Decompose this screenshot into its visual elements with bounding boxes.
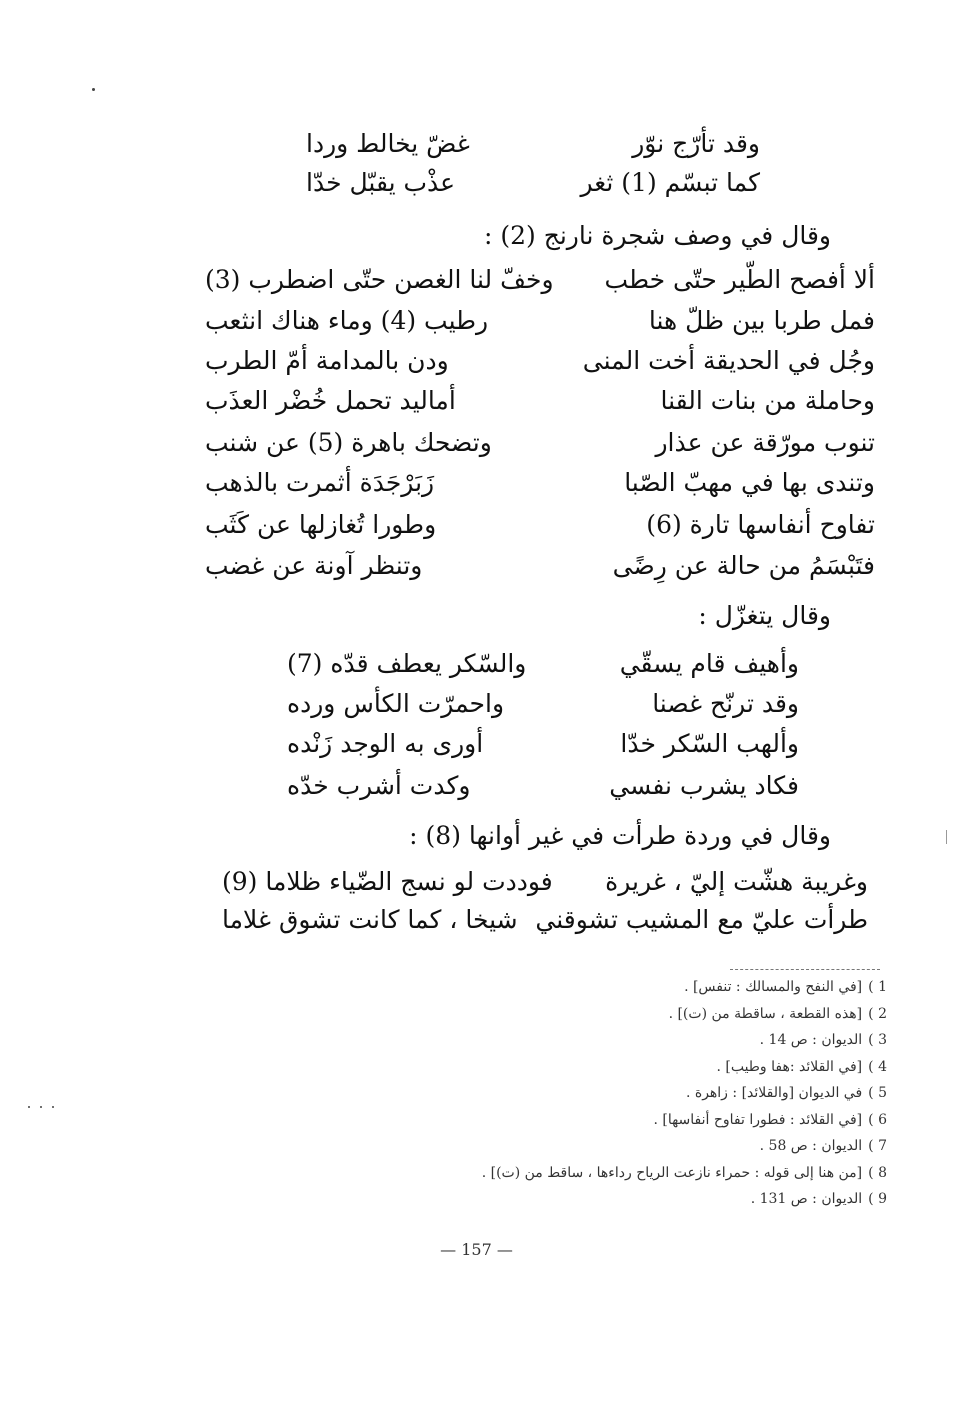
footnote-text: [في القلائد : فطورا تفاوح أنفاسها] . <box>653 1111 863 1128</box>
first-hemistich: طرأت عليّ مع المشيب تشوقني <box>535 905 868 934</box>
footnote-text: [هذه القطعة ، ساقطة من (ت)] . <box>668 1005 863 1022</box>
footnote-number: 3 ) <box>868 1032 887 1048</box>
footnote <box>327 974 887 1001</box>
verse-line <box>222 864 868 900</box>
scan-dot <box>28 1106 30 1108</box>
footnote-number: 2 ) <box>868 1005 887 1022</box>
first-hemistich: وأهيف قام يسقّي <box>619 649 799 678</box>
verse-line <box>306 165 760 201</box>
second-hemistich: رطيب (4) وماء هناك انثعب <box>205 306 489 335</box>
second-hemistich: زَبَرْجَدَة أثمرت بالذهب <box>205 468 435 497</box>
verse-line <box>205 507 875 543</box>
second-hemistich: وطورا تُغازلها عن كَثَب <box>205 510 437 539</box>
footnote-number: 6 ) <box>868 1111 887 1128</box>
footnote <box>327 1133 887 1160</box>
footnote-number: 5 ) <box>868 1085 887 1101</box>
first-hemistich: وألهب السّكر خدّا <box>620 729 799 758</box>
footnote-text: [في القلائد :هفا وطيب] . <box>716 1058 863 1075</box>
footnote-number: 9 ) <box>868 1191 887 1207</box>
verse-line <box>287 768 799 804</box>
first-hemistich: تفاوح أنفاسها تارة (6) <box>646 510 875 539</box>
footnote-number: 4 ) <box>868 1058 887 1075</box>
second-hemistich: وكدت أشرب خدّه <box>287 771 471 800</box>
first-hemistich: وحاملة من بنات القنا <box>660 386 875 415</box>
second-hemistich: عذْب يقبّل خدّا <box>306 168 456 197</box>
first-hemistich: تنوب مورّقة عن عذار <box>655 428 875 457</box>
second-hemistich: أماليد تحمل خُضْر العذَب <box>205 386 456 415</box>
verse-line <box>306 126 760 162</box>
first-hemistich: فتَبْسَمُ من حالة عن رِضًى <box>612 551 875 580</box>
second-hemistich: غضّ يخالط وردا <box>306 129 470 158</box>
footnote <box>327 1107 887 1134</box>
poem-heading: وقال في وردة طرأت في غير أوانها (8) : <box>409 821 831 850</box>
footnote <box>327 1001 887 1028</box>
footnote-text: [في النفح والمسالك : تنفس] . <box>684 979 863 995</box>
second-hemistich: أورى به الوجد زَنْده <box>287 729 484 758</box>
second-hemistich: فوددت لو نسج الضّياء ظلاما (9) <box>222 867 553 896</box>
footnote-text: الديوان : ص 14 . <box>759 1032 863 1048</box>
verse-line <box>205 383 875 419</box>
second-hemistich: واحمرّت الكأس ورده <box>287 689 505 718</box>
ink-speck <box>92 88 95 91</box>
footnote <box>327 1160 887 1187</box>
second-hemistich: وخفّ لنا الغصن حتّى اضطرب (3) <box>205 265 554 294</box>
footnote <box>327 1054 887 1081</box>
first-hemistich: كما تبسّم (1) ثغر <box>580 168 760 197</box>
first-hemistich: وتندى بها في مهبّ الصّبا <box>624 468 875 497</box>
second-hemistich: ودن بالمدامة أمّ الطرب <box>205 346 449 375</box>
verse-line <box>205 262 875 298</box>
first-hemistich: فكاد يشرب نفسي <box>609 771 799 800</box>
footnote-number: 8 ) <box>868 1164 887 1181</box>
second-hemistich: شيخا ، كما كانت تشوق غلاما <box>222 905 518 934</box>
first-hemistich: وقد تأرّج نوّر <box>632 129 760 158</box>
footnotes <box>327 974 887 1213</box>
margin-mark <box>946 830 947 844</box>
footnote-number: 1 ) <box>868 979 887 995</box>
first-hemistich: ألا أفصح الطّير حتّى خطب <box>604 265 875 294</box>
second-hemistich: والسّكر يعطف قدّه (7) <box>287 649 527 678</box>
footnote <box>327 1080 887 1107</box>
first-hemistich: وقد ترنّح غصنا <box>652 689 799 718</box>
verse-line <box>205 343 875 379</box>
footnote-number: 7 ) <box>868 1138 887 1154</box>
first-hemistich: وغريبة هشّت إليّ ، غريرة <box>605 867 868 896</box>
footnote-text: الديوان : ص 131 . <box>750 1191 863 1207</box>
footnote-text: في الديوان [والقلائد] : زاهرة . <box>685 1085 863 1101</box>
footnote-separator <box>730 969 880 970</box>
footnote-text: الديوان : ص 58 . <box>759 1138 863 1154</box>
verse-line <box>205 465 875 501</box>
first-hemistich: فمل طربا بين ظلّ هنا <box>648 306 875 335</box>
verse-line <box>287 686 799 722</box>
verse-line <box>287 726 799 762</box>
scan-dot <box>52 1106 54 1108</box>
verse-line <box>205 425 875 461</box>
poem-heading: وقال يتغزّل : <box>698 601 831 630</box>
second-hemistich: وتضحك باهرة (5) عن شنب <box>205 428 492 457</box>
footnote-text: [من هنا إلى قوله : حمراء نازعت الرياح رداءها ، ساقط من (ت)] . <box>481 1164 863 1181</box>
verse-line <box>222 902 868 938</box>
verse-line <box>287 646 799 682</box>
scan-dot <box>40 1106 42 1108</box>
verse-line <box>205 303 875 339</box>
verse-line <box>205 548 875 584</box>
footnote <box>327 1186 887 1213</box>
second-hemistich: وتنظر آونة عن غضب <box>205 551 423 580</box>
footnote <box>327 1027 887 1054</box>
first-hemistich: وجُل في الحديقة أخت المنى <box>582 346 875 375</box>
page-number: — 157 — <box>440 1240 513 1259</box>
poem-heading: وقال في وصف شجرة نارنج (2) : <box>483 221 831 250</box>
